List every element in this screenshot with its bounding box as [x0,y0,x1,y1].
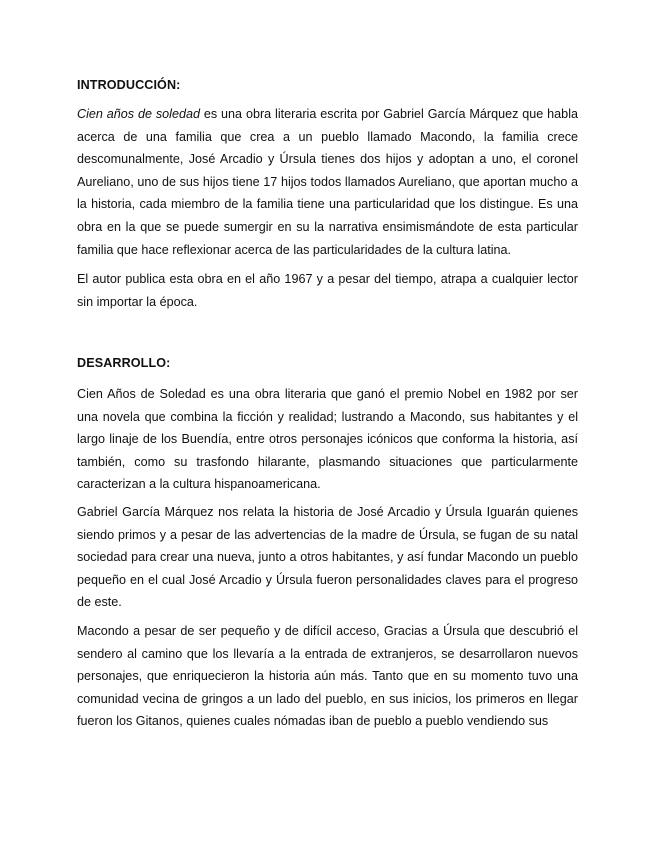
section-heading-introduccion: INTRODUCCIÓN: [77,78,181,92]
intro-paragraph-2: El autor publica esta obra en el año 1967 y a pesar del tiempo, atrapa a cualquier lector sin importar la época. [77,272,578,309]
intro-paragraph-1 [77,103,578,261]
section-heading-desarrollo: DESARROLLO: [77,356,171,370]
desarrollo-paragraph-3: Macondo a pesar de ser pequeño y de difícil acceso, Gracias a Úrsula que descubrió el sendero al camino que los llevaría a la entrada de extranjeros, se desarrollaron nuevos personajes, que enriquecieron la historia aún más. Tanto que en su momento tuvo una comunidad vecina de gringos a un lado del pueblo, en sus inicios, los primeros en llegar fueron los Gitanos, quienes cuales nómadas iban de pueblo a pueblo vendiendo sus [77,624,578,729]
desarrollo-paragraph-2: Gabriel García Márquez nos relata la historia de José Arcadio y Úrsula Iguarán quienes siendo primos y a pesar de las advertencias de la madre de Úrsula, se fugan de su natal sociedad para crear una nueva, junto a otros habitantes, y así fundar Macondo un pueblo pequeño en el cual José Arcadio y Úrsula fueron personalidades claves para el progreso de este. [77,505,578,610]
book-title: Cien años de soledad [77,107,200,121]
desarrollo-paragraph-1: Cien Años de Soledad es una obra literaria que ganó el premio Nobel en 1982 por ser una novela que combina la ficción y realidad; lustrando a Macondo, sus habitantes y el largo linaje de los Buendía, entre otros personajes icónicos que conforma la historia, así también, como su trasfondo hilarante, plasmando situaciones que particularmente caracterizan a la cultura hispanoamericana. [77,387,578,492]
intro-paragraph-1-text: es una obra literaria escrita por Gabriel García Márquez que habla acerca de una familia que crea a un pueblo llamado Macondo, la familia crece descomunalmente, José Arcadio y Úrsula tienes dos hijos y adoptan a uno, el coronel Aureliano, uno de sus hijos tiene 17 hijos todos llamados Aureliano, que aportan mucho a la historia, cada miembro de la familia tiene una particularidad que los distingue. Es una obra en la que se puede sumergir en su la narrativa ensimismándote de esta particular familia que hace reflexionar acerca de las particularidades de la cultura latina. [77,107,578,257]
